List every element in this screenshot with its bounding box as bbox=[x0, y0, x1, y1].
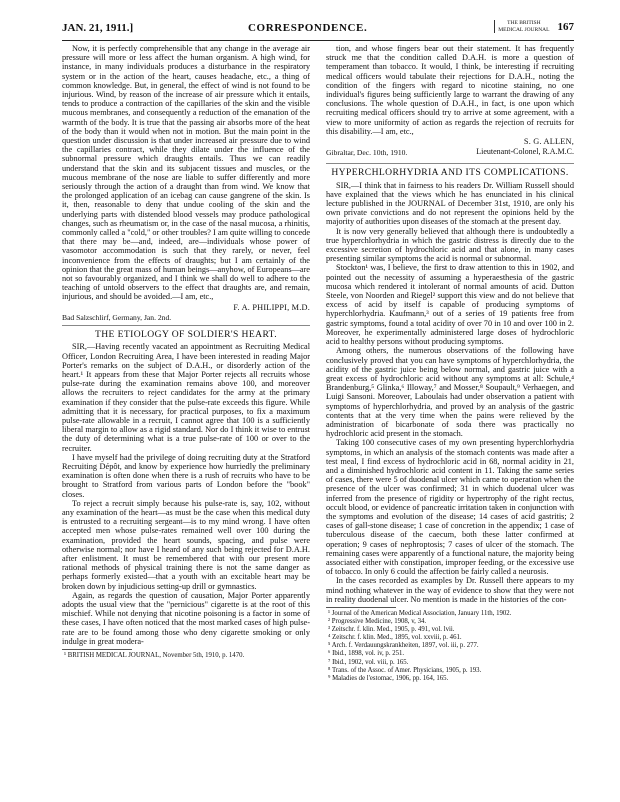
letter3-paragraph: Taking 100 consecutive cases of my own presenting hyperchlorhydria symptoms, in which an analysis of the stomach contents was made after a test meal, I find excess of hydrochloric acid in 68, normal acidity in 21, and a diminished hydrochloric acid content in 11. Taking the same series of cases, there were 5 of duodenal ulcer which came to operation when the presence of the ulcer was confirmed; 31 in which duodenal ulcer was inferred from the presence of rigidity or hypertrophy of the right rectus, occult blood, or evidence of pancreatic irritation taken in conjunction with the symptoms and evolution of the disease; 14 cases of acid gastritis; 2 cases of gall-stone disease; 1 case of concretion in the appendix; 1 case of tuberculous disease of the caecum, both these latter confirmed at operation; 9 cases of nephroptosis; 7 cases of ulcer of the stomach. The remaining cases were apparently of a functional nature, the majority being associated either with constipation, improper feeding, or the excessive use of tobacco. In only 6 could the affection be fairly called a neurosis. bbox=[326, 438, 574, 577]
footnote-item: ⁷ Ibid., 1902, vol. viii, p. 165. bbox=[328, 658, 409, 666]
letter2-paragraph: SIR,—Having recently vacated an appointment as Recruiting Medical Officer, London Recruiting Area, I have been interested in reading Major Porter's remarks on the subject of D.A.H., or disorderly action of the heart.¹ It appears from these that Major Porter rejects all recruits whose pulse-rate during the examination remains above 100, and moreover allows the recruiters to reject candidates for the army at the primary examination if they consider that the pulse-rate exceeds this figure. While admitting that it is necessary, for practical purposes, to fix a maximum pulse-rate allowable in a recruit, I cannot agree that 100 is a sufficiently liberal margin to allow as a rigid standard. Nor do I think it wise to entrust the duty of determining what is a true pulse-rate of 100 or over to the recruiter. bbox=[62, 342, 310, 453]
header-right bbox=[494, 20, 574, 33]
letter3-paragraph: It is now very generally believed that although there is undoubtedly a true hyperchlorhydria in which the gastric distress is directly due to the excessive secretion of hydrochloric acid and that alone, in many cases presenting similar symptoms the acid is normal or subnormal. bbox=[326, 226, 574, 264]
letter2-cont-paragraph: tion, and whose fingers bear out their statement. It has frequently struck me that the condition called D.A.H. is more a question of temperament than tobacco. It would, I think, be interesting if recruiting medical officers would tabulate their rejections for D.A.H., noting the condition of the fingers with regard to nicotine staining, no one individual's figures being sufficiently large to warrant the drawing of any conclusions. The whole question of D.A.H., in fact, is one upon which recruiting medical officers should try to arrive at some agreement, with a view to more uniformity of action as regards the rejection of recruits for this disability.—I am, etc., bbox=[326, 44, 574, 136]
letter3-paragraph: Stockton¹ was, I believe, the first to draw attention to this in 1902, and pointed out the necessity of assuming a hyperaesthesia of the gastric mucosa which rendered it intolerant of normal amounts of acid. Dutton Steele, von Noorden and Riegel² support this view and do not believe that excess of acid by itself is capable of producing symptoms of hyperchlorhydria. Kaufmann,³ out of a series of 19 patients free from gastric symptoms, found a total acidity of over 70 in 10 and over 100 in 2. Moreover, he experimentally administered large doses of hydrochloric acid to healthy persons without producing symptoms. bbox=[326, 263, 574, 347]
footnote-rule bbox=[62, 649, 132, 650]
letter2-signature: S. G. ALLEN, bbox=[523, 137, 574, 147]
page-header bbox=[62, 20, 574, 41]
letter3-footnotes bbox=[326, 610, 574, 683]
footnote-item: ⁵ Arch. f. Verdauungskrankheiten, 1897, vol. iii, p. 277. bbox=[328, 642, 479, 650]
letter2-title: THE ETIOLOGY OF SOLDIER'S HEART. bbox=[94, 329, 278, 341]
letter2-address-row bbox=[326, 147, 574, 160]
header-journal-box bbox=[494, 20, 551, 33]
footnote-item: ² Progressive Medicine, 1908, v, 34. bbox=[328, 618, 427, 626]
footnote-item: ⁹ Maladies de l'estomac, 1906, pp. 164, 165. bbox=[328, 674, 449, 682]
letter2-paragraph: To reject a recruit simply because his pulse-rate is, say, 102, without any examination of the heart—as must be the case when this medical duty is entrusted to a recruiting sergeant—is to my mind wrong. I have often accepted men whose pulse-rates remained well over 100 during the examination, provided the heart sounds, spacing, and pulse were otherwise normal; nor have I heard of any such being rejected for D.A.H. after enlistment. It must be remembered that with our present more rational methods of physical training there is not the same danger as perhaps formerly existed—that a youth with an excitable heart may be broken down by injudicious setting-up drill or gymnastics. bbox=[62, 498, 310, 591]
header-journal-line1: THE BRITISH bbox=[507, 20, 541, 26]
letter-separator bbox=[326, 163, 574, 164]
footnote-item: ⁶ Ibid., 1898, vol. iv, p. 251. bbox=[328, 650, 405, 658]
header-section-title: CORRESPONDENCE. bbox=[248, 22, 368, 34]
letter1-signature: F. A. PHILIPPI, M.D. bbox=[233, 302, 310, 312]
footnote-item: ³ Zeitschr. f. klin. Med., 1905, p. 491, vol. lvii. bbox=[328, 626, 455, 634]
letter1-paragraph: Now, it is perfectly comprehensible that any change in the average air pressure will more or less affect the human organism. A high wind, for instance, in many individuals produces a disturbance in the respiratory system or in the action of the heart, causes headache, etc., a thing of common knowledge. But, in general, the effect of wind is not found to be injurious. Wind, by reason of the increase of air pressure which it entails, tends to produce a contraction of the capillaries of the skin and the visible mucous membranes, and consequently a reduction of the emanation of the warmth of the body. It is true that the passing air absorbs more of the heat of the body than it would when not in motion. But the main point in the question under discussion is that under increased air pressure due to wind the capillaries contract, while they dilate under the influence of the subnormal pressure which draughts entails. Thus we can readily understand that the skin and its subjacent tissues and muscles, or the mucous membrane of the nose are liable to suffer differently and more seriously through the action of a draught than from wind. We know that the prolonged application of an icebag can cause gangrene of the skin. Is it, then, reasonable to deny that undue cooling of the skin and the underlying parts with distended blood vessels may produce pathological changes, such as rheumatism or, in the case of the nasal mucosa, a rhinitis, commonly called a "cold," or other troubles? I am quite willing to concede that there may be—and, indeed, are—individuals whose power of vasomotor accommodation is such that they rarely, or never, feel inconvenience from the effects of draughts; but I am certainly of the opinion that the great mass of human beings—anyhow, of Europeans—are not so favourably organized, and I think we shall do well to adhere to the teaching of untold observers to the effect that draughts are, and remain, injurious, and should be avoided.—I am, etc., bbox=[62, 44, 310, 302]
letter3-paragraph: Among others, the numerous observations of the following have conclusively proved that you can have symptoms of hyperchlorhydria, the acidity of the gastric juice being below normal, and gastric juice with a great excess of hydrochloric acid without any symptoms at all: Schule,⁴ Brandenburg,⁵ Glinka,⁶ Illoway,⁷ and Mosser,⁸ Soupault,⁹ Verhaegen, and Luigi Sansoni. Moreover, Laboulais had under observation a patient with symptoms of hyperchlorhydria, and proved by an analysis of the gastric contents that at the very time when the pains were relieved by the administration of bicarbonate of soda there was practically no hydrochloric acid present in the stomach. bbox=[326, 346, 574, 439]
letter2-rank: Lieutenant-Colonel, R.A.M.C. bbox=[476, 147, 574, 157]
left-column bbox=[62, 44, 310, 660]
header-journal-name bbox=[495, 20, 551, 33]
header-page-number: 167 bbox=[557, 20, 574, 33]
letter2-address: Gibraltar, Dec. 10th, 1910. bbox=[326, 148, 408, 158]
letter1-address: Bad Salzschlirf, Germany, Jan. 2nd. bbox=[62, 313, 172, 323]
header-date: JAN. 21, 1911.] bbox=[62, 22, 134, 34]
letter3-paragraph: SIR,—I think that in fairness to his readers Dr. William Russell should have explained that the views which he has enunciated in his clinical lecture published in the JOURNAL of December 31st, 1910, are only his own private convictions and do not represent the opinions held by the majority of authorities upon diseases of the stomach at the present day. bbox=[326, 180, 574, 227]
header-journal-line2: MEDICAL JOURNAL bbox=[498, 26, 550, 33]
letter2-paragraph: I have myself had the privilege of doing recruiting duty at the Stratford Recruiting Dépôt, and know by experience how hurriedly the preliminary examination is often done when there is a rush of recruits who have to be brought to Stratford from various parts of London before the "book" closes. bbox=[62, 452, 310, 499]
letter2-signature-row bbox=[326, 137, 574, 146]
footnote-item: ¹ Journal of the American Medical Association, January 11th, 1902. bbox=[328, 609, 512, 617]
letter3-title: HYPERCHLORHYDRIA AND ITS COMPLICATIONS. bbox=[331, 167, 569, 179]
footnote-item: ⁴ Zeitschr. f. klin. Med., 1895, vol. xxviii, p. 461. bbox=[328, 634, 462, 642]
footnote-rule bbox=[326, 607, 396, 608]
letter-separator bbox=[62, 325, 310, 326]
letter3-paragraph: In the cases recorded as examples by Dr. Russell there appears to my mind nothing whatever in the way of evidence to show that they were not in reality duodenal ulcer. No mention is made in the histories of the con- bbox=[326, 576, 574, 604]
right-column bbox=[326, 44, 574, 683]
letter1-signature-row bbox=[62, 303, 310, 312]
letter2-footnote: ¹ BRITISH MEDICAL JOURNAL, November 5th, 1910, p. 1470. bbox=[64, 652, 245, 659]
footnote-item: ⁸ Trans. of the Assoc. of Amer. Physicians, 1905, p. 193. bbox=[328, 666, 482, 674]
letter2-paragraph: Again, as regards the question of causation, Major Porter apparently adopts the usual view that the "pernicious" cigarette is at the root of this mischief. While not denying that nicotine poisoning is a factor in some of these cases, I have often noticed that the most marked cases of high pulse-rate are to be found among those who deny cigarette smoking or only indulge in great modera- bbox=[62, 590, 310, 646]
